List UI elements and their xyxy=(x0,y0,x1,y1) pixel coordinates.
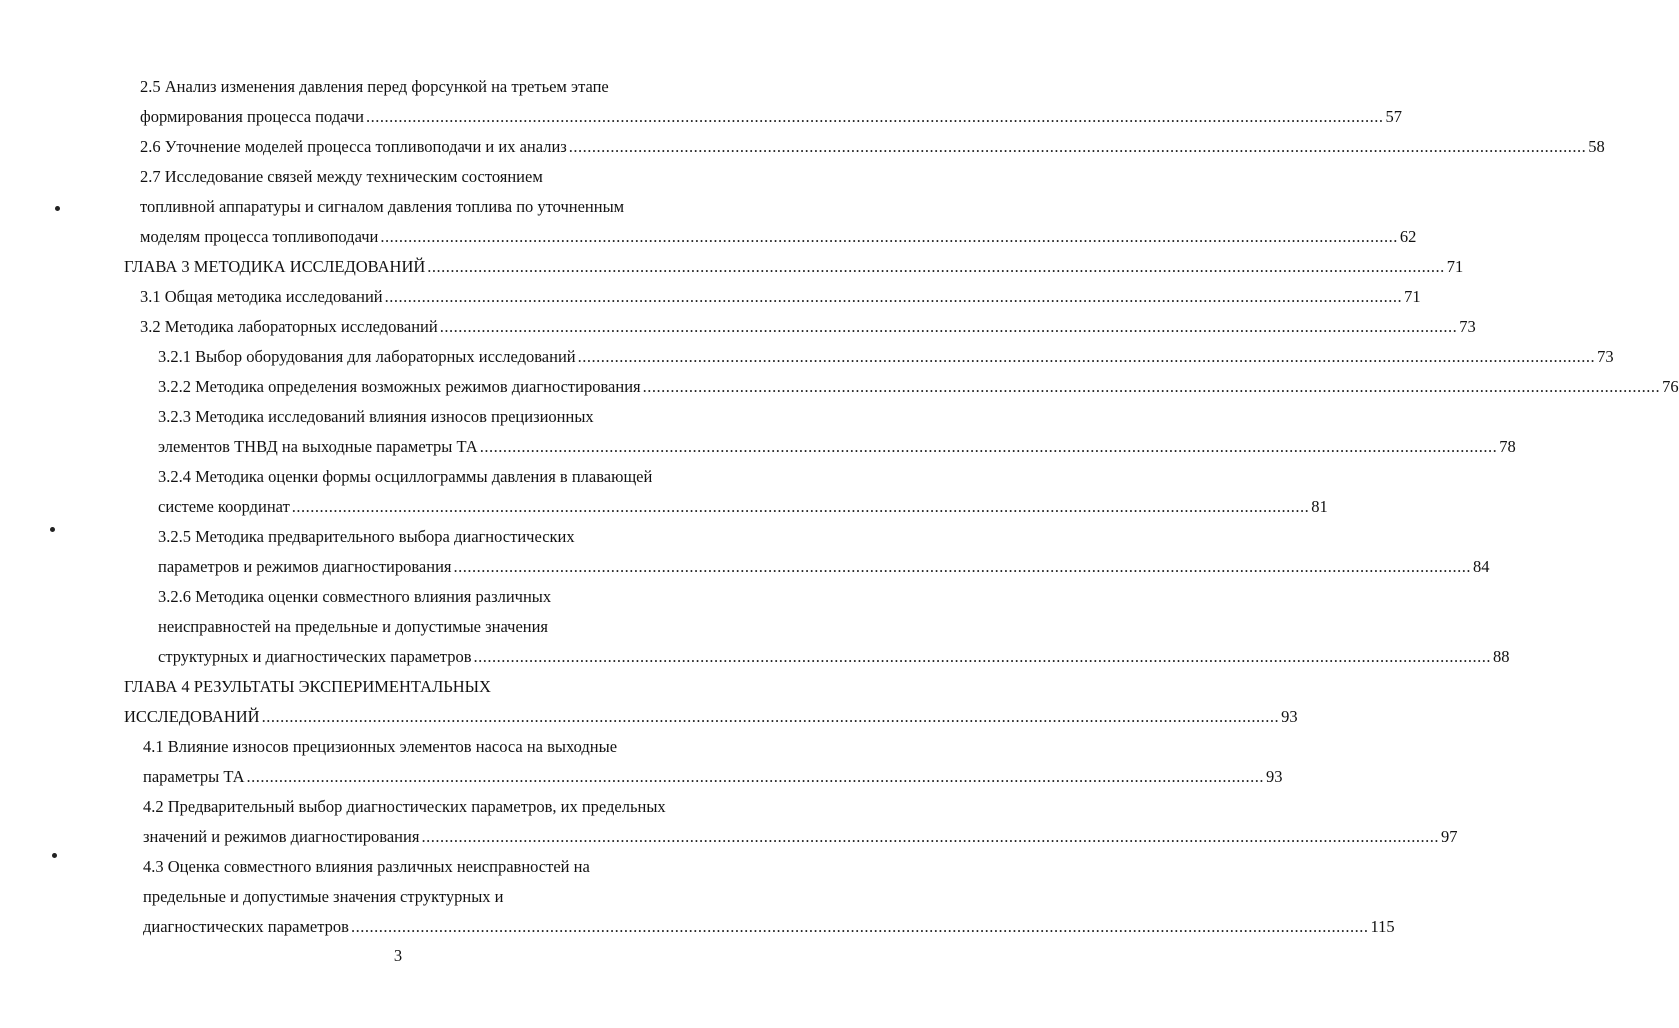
toc-page-number: 97 xyxy=(1440,827,1458,846)
toc-page-number: 57 xyxy=(1385,107,1402,126)
toc-chapter-4-line1: ГЛАВА 4 РЕЗУЛЬТАТЫ ЭКСПЕРИМЕНТАЛЬНЫХ xyxy=(124,677,491,696)
toc-entry-text: 3.2.2 Методика определения возможных режимов диагностирования xyxy=(158,377,641,396)
leader-dots: ............................................................................................................................................................................................................................ xyxy=(577,347,1596,366)
margin-mark xyxy=(52,853,57,858)
margin-mark xyxy=(50,527,55,532)
toc-page-number: 71 xyxy=(1404,287,1421,306)
toc-entry-3-1 xyxy=(140,282,1421,312)
toc-page-number: 81 xyxy=(1311,497,1328,516)
toc-entry-3-2-3 xyxy=(158,432,1516,462)
toc-entry-2-5-line1: 2.5 Анализ изменения давления перед форсункой на третьем этапе xyxy=(140,77,609,96)
toc-entry-2-7-line2: топливной аппаратуры и сигналом давления топлива по уточненным xyxy=(140,197,625,216)
toc-entry-2-5 xyxy=(140,102,1402,132)
toc-entry-text: 3.2.1 Выбор оборудования для лабораторных исследований xyxy=(158,347,576,366)
page-number: 3 xyxy=(393,946,403,965)
leader-dots: ............................................................................................................................................................................................................................ xyxy=(439,317,1458,336)
leader-dots: ............................................................................................................................................................................................................................ xyxy=(246,767,1265,786)
toc-page-number: 58 xyxy=(1588,137,1605,156)
toc-entry-4-3-line2: предельные и допустимые значения структурных и xyxy=(143,887,504,906)
toc-entry-3-2 xyxy=(140,312,1476,342)
toc-page-number: 73 xyxy=(1597,347,1614,366)
toc-entry-3-2-1 xyxy=(158,342,1614,372)
toc-entry-4-1-line1: 4.1 Влияние износов прецизионных элементов насоса на выходные xyxy=(143,737,618,756)
toc-entry-2-6 xyxy=(140,132,1605,162)
leader-dots: ............................................................................................................................................................................................................................ xyxy=(453,557,1472,576)
toc-entry-2-7-line1: 2.7 Исследование связей между техническим состоянием xyxy=(140,167,543,186)
toc-chapter-4 xyxy=(124,702,1298,732)
toc-page-number: 93 xyxy=(1266,767,1283,786)
toc-entry-text: структурных и диагностических параметров xyxy=(158,647,472,666)
toc-entry-2-7 xyxy=(140,222,1417,252)
toc-entry-text: системе координат xyxy=(158,497,290,516)
leader-dots: ............................................................................................................................................................................................................................ xyxy=(421,827,1439,846)
toc-entry-3-2-3-line1: 3.2.3 Методика исследований влияния износов прецизионных xyxy=(158,407,594,426)
leader-dots: ............................................................................................................................................................................................................................ xyxy=(291,497,1310,516)
toc-entry-4-2 xyxy=(143,822,1458,852)
toc-entry-text: ГЛАВА 3 МЕТОДИКА ИССЛЕДОВАНИЙ xyxy=(124,257,426,276)
toc-entry-text: элементов ТНВД на выходные параметры ТА xyxy=(158,437,478,456)
toc-page-number: 73 xyxy=(1459,317,1476,336)
toc-entry-4-3-line1: 4.3 Оценка совместного влияния различных неисправностей на xyxy=(143,857,590,876)
leader-dots: ............................................................................................................................................................................................................................ xyxy=(479,437,1498,456)
toc-entry-text: 3.2 Методика лабораторных исследований xyxy=(140,317,438,336)
leader-dots: ............................................................................................................................................................................................................................ xyxy=(473,647,1491,666)
toc-page-number: 115 xyxy=(1370,917,1395,936)
toc-page-number: 78 xyxy=(1499,437,1516,456)
toc-entry-text: значений и режимов диагностирования xyxy=(143,827,420,846)
toc-entry-3-2-6-line2: неисправностей на предельные и допустимые значения xyxy=(158,617,549,636)
leader-dots: ............................................................................................................................................................................................................................ xyxy=(350,917,1369,936)
toc-entry-text: 3.1 Общая методика исследований xyxy=(140,287,383,306)
toc-entry-text: моделям процесса топливоподачи xyxy=(140,227,379,246)
leader-dots: ............................................................................................................................................................................................................................ xyxy=(365,107,1384,126)
toc-entry-3-2-6 xyxy=(158,642,1510,672)
toc-entry-4-1 xyxy=(143,762,1283,792)
leader-dots: ............................................................................................................................................................................................................................ xyxy=(384,287,1403,306)
toc-page-number: 88 xyxy=(1493,647,1510,666)
leader-dots: ............................................................................................................................................................................................................................ xyxy=(261,707,1280,726)
toc-page-number: 62 xyxy=(1399,227,1417,246)
toc-entry-text: ИССЛЕДОВАНИЙ xyxy=(124,707,260,726)
toc-entry-3-2-2 xyxy=(158,372,1679,402)
toc-page-number: 93 xyxy=(1281,707,1298,726)
toc-entry-3-2-4 xyxy=(158,492,1328,522)
toc-entry-4-3 xyxy=(143,912,1395,942)
toc-chapter-3 xyxy=(124,252,1464,282)
leader-dots: ............................................................................................................................................................................................................................ xyxy=(642,377,1661,396)
toc-entry-3-2-6-line1: 3.2.6 Методика оценки совместного влияния различных xyxy=(158,587,552,606)
toc-entry-text: диагностических параметров xyxy=(143,917,349,936)
toc-entry-text: параметров и режимов диагностирования xyxy=(158,557,452,576)
leader-dots: ............................................................................................................................................................................................................................ xyxy=(427,257,1445,276)
toc-page-number: 76 xyxy=(1662,377,1679,396)
margin-mark xyxy=(55,206,60,211)
toc-page-number: 71 xyxy=(1446,257,1464,276)
toc-entry-text: параметры ТА xyxy=(143,767,245,786)
toc-entry-4-2-line1: 4.2 Предварительный выбор диагностических параметров, их предельных xyxy=(143,797,666,816)
toc-entry-text: формирования процесса подачи xyxy=(140,107,364,126)
toc-page-number: 84 xyxy=(1473,557,1490,576)
leader-dots: ............................................................................................................................................................................................................................ xyxy=(380,227,1398,246)
toc-entry-3-2-4-line1: 3.2.4 Методика оценки формы осциллограммы давления в плавающей xyxy=(158,467,653,486)
toc-entry-text: 2.6 Уточнение моделей процесса топливоподачи и их анализ xyxy=(140,137,567,156)
toc-entry-3-2-5-line1: 3.2.5 Методика предварительного выбора диагностических xyxy=(158,527,575,546)
leader-dots: ............................................................................................................................................................................................................................ xyxy=(568,137,1587,156)
toc-entry-3-2-5 xyxy=(158,552,1490,582)
